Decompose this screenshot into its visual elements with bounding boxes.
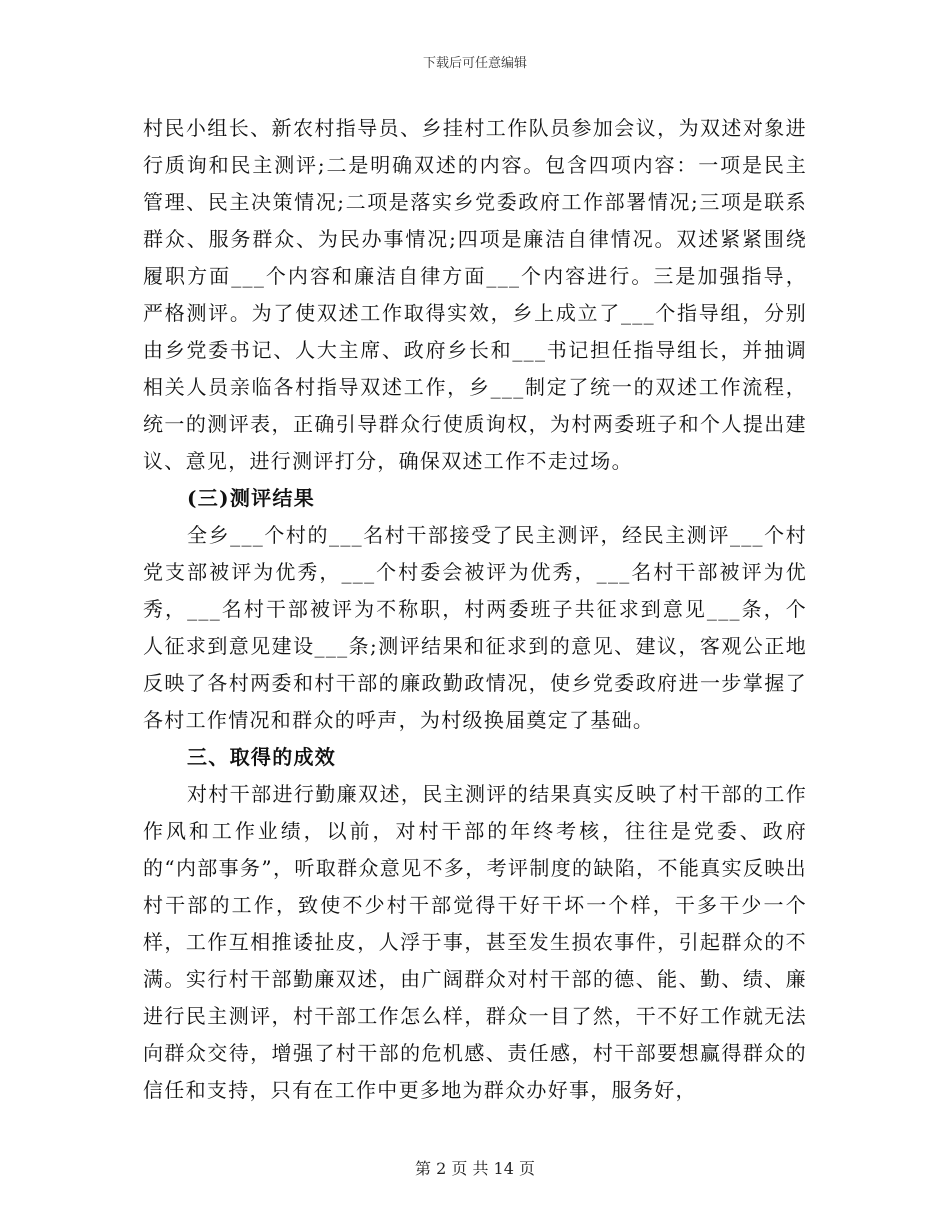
paragraph-2: 全乡___个村的___名村干部接受了民主测评，经民主测评___个村党支部被评为优秀，___个村委会被评为优秀，___名村干部被评为优秀，___名村干部被评为不称职，村两委班子共征求到意见___条，个人征求到意见建设___条;测评结果和征求到的意见、建议，客观公正地反映了各村两委和村干部的廉政勤政情况，使乡党委政府进一步掌握了各村工作情况和群众的呼声，为村级换届奠定了基础。 [143,523,807,732]
page-number-footer: 第 2 页 共 14 页 [415,1159,535,1178]
paragraph-1: 村民小组长、新农村指导员、乡挂村工作队员参加会议，为双述对象进行质询和民主测评;二是明确双述的内容。包含四项内容：一项是民主管理、民主决策情况;二项是落实乡党委政府工作部署情况;三项是联系群众、服务群众、为民办事情况;四项是廉洁自律情况。双述紧紧围绕履职方面___个内容和廉洁自律方面___个内容进行。三是加强指导，严格测评。为了使双述工作取得实效，乡上成立了___个指导组，分别由乡党委书记、人大主席、政府乡长和___书记担任指导组长，并抽调相关人员亲临各村指导双述工作，乡___制定了统一的双述工作流程，统一的测评表，正确引导群众行使质询权，为村两委班子和个人提出建议、意见，进行测评打分，确保双述工作不走过场。 [143,116,807,473]
section-heading-achievements: 三、取得的成效 [187,745,337,769]
page-header-note: 下载后可任意编辑 [422,56,527,71]
document-body [143,110,807,1109]
section-heading-evaluation-results: (三)测评结果 [187,486,316,510]
paragraph-3: 对村干部进行勤廉双述，民主测评的结果真实反映了村干部的工作作风和工作业绩，以前，对村干部的年终考核，往往是党委、政府的“内部事务”，听取群众意见不多，考评制度的缺陷，不能真实反映出村干部的工作，致使不少村干部觉得干好干坏一个样，干多干少一个样，工作互相推诿扯皮，人浮于事，甚至发生损农事件，引起群众的不满。实行村干部勤廉双述，由广阔群众对村干部的德、能、勤、绩、廉进行民主测评，村干部工作怎么样，群众一目了然，干不好工作就无法向群众交待，增强了村干部的危机感、责任感，村干部要想赢得群众的信任和支持，只有在工作中更多地为群众办好事，服务好， [143,782,807,1102]
